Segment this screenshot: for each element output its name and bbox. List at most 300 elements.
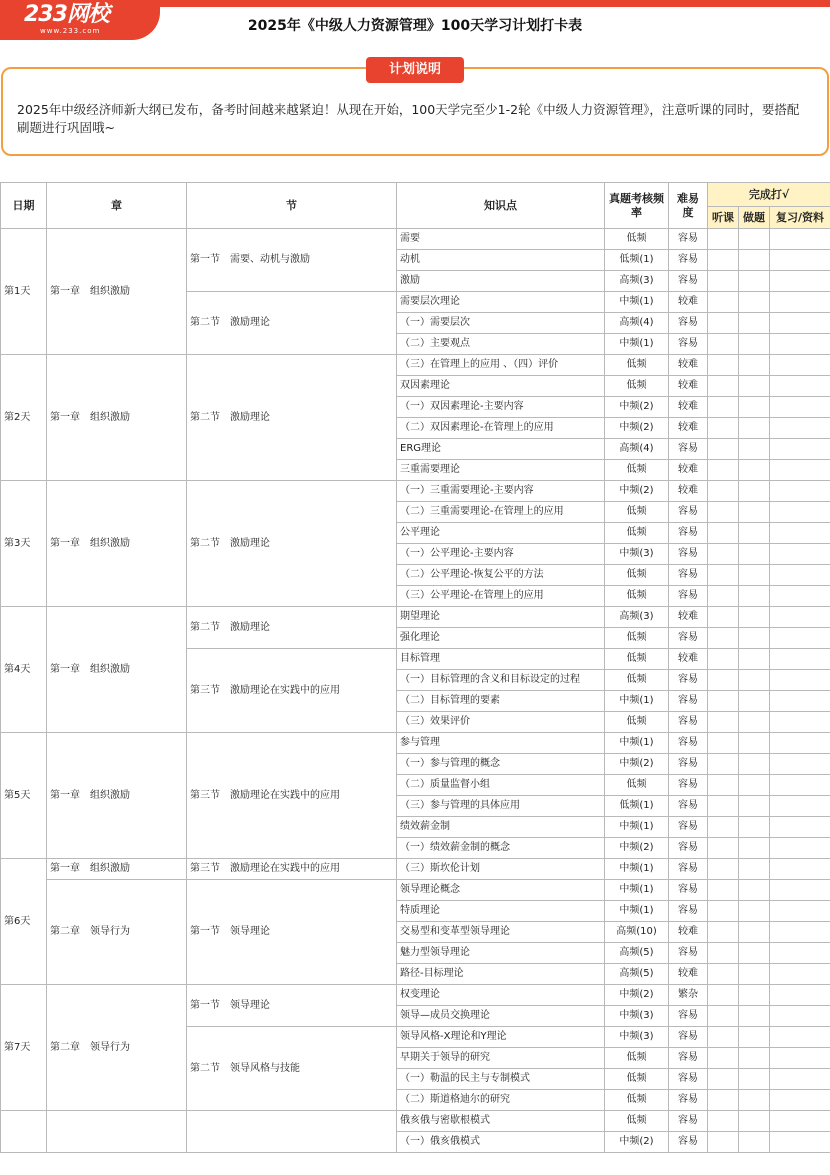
practice-checkbox[interactable]	[739, 439, 770, 460]
practice-checkbox[interactable]	[739, 1069, 770, 1090]
review-checkbox[interactable]	[770, 229, 830, 250]
document-title: 2025年《中级人力资源管理》100天学习计划打卡表	[247, 18, 583, 34]
section-cell: 第一节 领导理论	[187, 985, 397, 1027]
chapter-cell: 第一章 组织激励	[47, 355, 187, 481]
listen-checkbox[interactable]	[708, 985, 739, 1006]
frequency-cell: 低频	[605, 649, 669, 670]
difficulty-cell: 容易	[669, 544, 708, 565]
difficulty-cell: 容易	[669, 1006, 708, 1027]
knowledge-point-cell: （三）在管理上的应用 、（四）评价	[397, 355, 605, 376]
knowledge-point-cell: 魅力型领导理论	[397, 943, 605, 964]
knowledge-point-cell: （二）质量监督小组	[397, 775, 605, 796]
practice-checkbox[interactable]	[739, 1111, 770, 1132]
difficulty-cell: 较难	[669, 607, 708, 628]
header-section: 节	[187, 183, 397, 229]
listen-checkbox[interactable]	[708, 523, 739, 544]
chapter-cell	[47, 1111, 187, 1153]
listen-checkbox[interactable]	[708, 733, 739, 754]
frequency-cell: 中频(1)	[605, 817, 669, 838]
knowledge-point-cell: （二）三重需要理论-在管理上的应用	[397, 502, 605, 523]
listen-checkbox[interactable]	[708, 943, 739, 964]
frequency-cell: 高频(4)	[605, 313, 669, 334]
review-checkbox[interactable]	[770, 460, 830, 481]
practice-checkbox[interactable]	[739, 544, 770, 565]
frequency-cell: 低频	[605, 1048, 669, 1069]
difficulty-cell: 容易	[669, 628, 708, 649]
frequency-cell: 低频	[605, 586, 669, 607]
difficulty-cell: 较难	[669, 292, 708, 313]
section-cell	[187, 1111, 397, 1153]
knowledge-point-cell: （二）目标管理的要素	[397, 691, 605, 712]
practice-checkbox[interactable]	[739, 397, 770, 418]
review-checkbox[interactable]	[770, 1048, 830, 1069]
review-checkbox[interactable]	[770, 1132, 830, 1153]
practice-checkbox[interactable]	[739, 670, 770, 691]
header-date: 日期	[1, 183, 47, 229]
review-checkbox[interactable]	[770, 1069, 830, 1090]
difficulty-cell: 容易	[669, 586, 708, 607]
frequency-cell: 低频	[605, 670, 669, 691]
review-checkbox[interactable]	[770, 481, 830, 502]
review-checkbox[interactable]	[770, 1006, 830, 1027]
section-cell: 第二节 领导风格与技能	[187, 1027, 397, 1111]
frequency-cell: 低频	[605, 355, 669, 376]
frequency-cell: 中频(2)	[605, 838, 669, 859]
plan-description-text: 2025年中级经济师新大纲已发布，备考时间越来越紧迫！从现在开始，100天学完至少1-2轮《中级人力资源管理》，注意听课的同时，要搭配刷题进行巩固哦~	[17, 102, 800, 135]
listen-checkbox[interactable]	[708, 775, 739, 796]
listen-checkbox[interactable]	[708, 817, 739, 838]
listen-checkbox[interactable]	[708, 1090, 739, 1111]
knowledge-point-cell: （二）主要观点	[397, 334, 605, 355]
frequency-cell: 高频(5)	[605, 943, 669, 964]
difficulty-cell: 较难	[669, 922, 708, 943]
listen-checkbox[interactable]	[708, 1069, 739, 1090]
frequency-cell: 高频(3)	[605, 271, 669, 292]
review-checkbox[interactable]	[770, 796, 830, 817]
knowledge-point-cell: 领导理论概念	[397, 880, 605, 901]
listen-checkbox[interactable]	[708, 481, 739, 502]
frequency-cell: 低频	[605, 523, 669, 544]
frequency-cell: 低频	[605, 460, 669, 481]
practice-checkbox[interactable]	[739, 313, 770, 334]
frequency-cell: 中频(2)	[605, 1132, 669, 1153]
listen-checkbox[interactable]	[708, 964, 739, 985]
practice-checkbox[interactable]	[739, 859, 770, 880]
practice-checkbox[interactable]	[739, 775, 770, 796]
frequency-cell: 中频(3)	[605, 1027, 669, 1048]
difficulty-cell: 较难	[669, 397, 708, 418]
listen-checkbox[interactable]	[708, 313, 739, 334]
review-checkbox[interactable]	[770, 544, 830, 565]
difficulty-cell: 容易	[669, 271, 708, 292]
difficulty-cell: 较难	[669, 355, 708, 376]
frequency-cell: 中频(2)	[605, 397, 669, 418]
practice-checkbox[interactable]	[739, 964, 770, 985]
review-checkbox[interactable]	[770, 523, 830, 544]
difficulty-cell: 容易	[669, 1132, 708, 1153]
review-checkbox[interactable]	[770, 859, 830, 880]
practice-checkbox[interactable]	[739, 985, 770, 1006]
practice-checkbox[interactable]	[739, 733, 770, 754]
listen-checkbox[interactable]	[708, 901, 739, 922]
knowledge-point-cell: 需要	[397, 229, 605, 250]
listen-checkbox[interactable]	[708, 880, 739, 901]
listen-checkbox[interactable]	[708, 607, 739, 628]
practice-checkbox[interactable]	[739, 901, 770, 922]
knowledge-point-cell: 三重需要理论	[397, 460, 605, 481]
practice-checkbox[interactable]	[739, 880, 770, 901]
listen-checkbox[interactable]	[708, 460, 739, 481]
frequency-cell: 中频(1)	[605, 691, 669, 712]
practice-checkbox[interactable]	[739, 376, 770, 397]
listen-checkbox[interactable]	[708, 502, 739, 523]
listen-checkbox[interactable]	[708, 796, 739, 817]
knowledge-point-cell: （二）斯道格迪尔的研究	[397, 1090, 605, 1111]
difficulty-cell: 容易	[669, 565, 708, 586]
knowledge-point-cell: 俄亥俄与密歇根模式	[397, 1111, 605, 1132]
study-plan-table	[0, 182, 830, 1153]
difficulty-cell: 容易	[669, 313, 708, 334]
listen-checkbox[interactable]	[708, 922, 739, 943]
section-cell: 第三节 激励理论在实践中的应用	[187, 733, 397, 859]
header-listen: 听课	[708, 207, 739, 229]
chapter-cell: 第一章 组织激励	[47, 859, 187, 880]
frequency-cell: 中频(1)	[605, 880, 669, 901]
practice-checkbox[interactable]	[739, 250, 770, 271]
listen-checkbox[interactable]	[708, 628, 739, 649]
listen-checkbox[interactable]	[708, 1048, 739, 1069]
frequency-cell: 低频	[605, 229, 669, 250]
knowledge-point-cell: 绩效薪金制	[397, 817, 605, 838]
review-checkbox[interactable]	[770, 376, 830, 397]
listen-checkbox[interactable]	[708, 754, 739, 775]
knowledge-point-cell: （一）三重需要理论-主要内容	[397, 481, 605, 502]
knowledge-point-cell: 强化理论	[397, 628, 605, 649]
listen-checkbox[interactable]	[708, 565, 739, 586]
practice-checkbox[interactable]	[739, 691, 770, 712]
practice-checkbox[interactable]	[739, 1132, 770, 1153]
difficulty-cell: 容易	[669, 733, 708, 754]
practice-checkbox[interactable]	[739, 607, 770, 628]
knowledge-point-cell: 公平理论	[397, 523, 605, 544]
difficulty-cell: 繁杂	[669, 985, 708, 1006]
review-checkbox[interactable]	[770, 733, 830, 754]
listen-checkbox[interactable]	[708, 670, 739, 691]
knowledge-point-cell: 早期关于领导的研究	[397, 1048, 605, 1069]
review-checkbox[interactable]	[770, 418, 830, 439]
brand-logo	[0, 0, 160, 40]
review-checkbox[interactable]	[770, 754, 830, 775]
chapter-cell: 第二章 领导行为	[47, 985, 187, 1111]
listen-checkbox[interactable]	[708, 1132, 739, 1153]
knowledge-point-cell: 领导风格-X理论和Y理论	[397, 1027, 605, 1048]
table-row	[1, 607, 830, 628]
frequency-cell: 高频(3)	[605, 607, 669, 628]
review-checkbox[interactable]	[770, 880, 830, 901]
frequency-cell: 中频(3)	[605, 544, 669, 565]
chapter-cell: 第一章 组织激励	[47, 733, 187, 859]
knowledge-point-cell: 特质理论	[397, 901, 605, 922]
listen-checkbox[interactable]	[708, 271, 739, 292]
section-cell: 第二节 激励理论	[187, 292, 397, 355]
knowledge-point-cell: 交易型和变革型领导理论	[397, 922, 605, 943]
practice-checkbox[interactable]	[739, 817, 770, 838]
review-checkbox[interactable]	[770, 502, 830, 523]
chapter-cell: 第一章 组织激励	[47, 607, 187, 733]
practice-checkbox[interactable]	[739, 229, 770, 250]
knowledge-point-cell: 动机	[397, 250, 605, 271]
review-checkbox[interactable]	[770, 901, 830, 922]
knowledge-point-cell: （一）俄亥俄模式	[397, 1132, 605, 1153]
knowledge-point-cell: （一）需要层次	[397, 313, 605, 334]
review-checkbox[interactable]	[770, 817, 830, 838]
chapter-cell: 第二章 领导行为	[47, 880, 187, 985]
listen-checkbox[interactable]	[708, 859, 739, 880]
listen-checkbox[interactable]	[708, 229, 739, 250]
plan-description-badge: 计划说明	[366, 57, 464, 83]
section-cell: 第一节 需要、动机与激励	[187, 229, 397, 292]
study-plan-body	[1, 229, 830, 1153]
difficulty-cell: 容易	[669, 796, 708, 817]
knowledge-point-cell: （三）公平理论-在管理上的应用	[397, 586, 605, 607]
difficulty-cell: 容易	[669, 1027, 708, 1048]
day-cell: 第5天	[1, 733, 47, 859]
frequency-cell: 中频(2)	[605, 985, 669, 1006]
header-completion: 完成打√	[708, 183, 830, 207]
practice-checkbox[interactable]	[739, 838, 770, 859]
listen-checkbox[interactable]	[708, 250, 739, 271]
practice-checkbox[interactable]	[739, 502, 770, 523]
review-checkbox[interactable]	[770, 712, 830, 733]
frequency-cell: 中频(2)	[605, 754, 669, 775]
review-checkbox[interactable]	[770, 628, 830, 649]
knowledge-point-cell: （一）公平理论-主要内容	[397, 544, 605, 565]
listen-checkbox[interactable]	[708, 418, 739, 439]
header-frequency: 真题考核频率	[605, 183, 669, 229]
review-checkbox[interactable]	[770, 397, 830, 418]
difficulty-cell: 较难	[669, 481, 708, 502]
review-checkbox[interactable]	[770, 943, 830, 964]
table-row	[1, 1111, 830, 1132]
header-knowledge-point: 知识点	[397, 183, 605, 229]
day-cell: 第6天	[1, 859, 47, 985]
table-row	[1, 985, 830, 1006]
day-cell: 第1天	[1, 229, 47, 355]
difficulty-cell: 较难	[669, 460, 708, 481]
review-checkbox[interactable]	[770, 1111, 830, 1132]
section-cell: 第三节 激励理论在实践中的应用	[187, 649, 397, 733]
knowledge-point-cell: 目标管理	[397, 649, 605, 670]
practice-checkbox[interactable]	[739, 523, 770, 544]
section-cell: 第二节 激励理论	[187, 607, 397, 649]
difficulty-cell: 容易	[669, 1048, 708, 1069]
listen-checkbox[interactable]	[708, 1027, 739, 1048]
frequency-cell: 低频	[605, 502, 669, 523]
review-checkbox[interactable]	[770, 355, 830, 376]
frequency-cell: 低频	[605, 1069, 669, 1090]
review-checkbox[interactable]	[770, 670, 830, 691]
difficulty-cell: 容易	[669, 817, 708, 838]
difficulty-cell: 容易	[669, 901, 708, 922]
difficulty-cell: 容易	[669, 754, 708, 775]
difficulty-cell: 容易	[669, 229, 708, 250]
listen-checkbox[interactable]	[708, 838, 739, 859]
listen-checkbox[interactable]	[708, 397, 739, 418]
frequency-cell: 高频(4)	[605, 439, 669, 460]
listen-checkbox[interactable]	[708, 334, 739, 355]
listen-checkbox[interactable]	[708, 1111, 739, 1132]
difficulty-cell: 容易	[669, 880, 708, 901]
table-row	[1, 481, 830, 502]
frequency-cell: 中频(1)	[605, 859, 669, 880]
practice-checkbox[interactable]	[739, 1006, 770, 1027]
review-checkbox[interactable]	[770, 439, 830, 460]
review-checkbox[interactable]	[770, 649, 830, 670]
table-row	[1, 880, 830, 901]
review-checkbox[interactable]	[770, 838, 830, 859]
listen-checkbox[interactable]	[708, 1006, 739, 1027]
knowledge-point-cell: （二）公平理论-恢复公平的方法	[397, 565, 605, 586]
knowledge-point-cell: （一）绩效薪金制的概念	[397, 838, 605, 859]
review-checkbox[interactable]	[770, 586, 830, 607]
review-checkbox[interactable]	[770, 565, 830, 586]
difficulty-cell: 容易	[669, 943, 708, 964]
practice-checkbox[interactable]	[739, 628, 770, 649]
difficulty-cell: 较难	[669, 418, 708, 439]
review-checkbox[interactable]	[770, 922, 830, 943]
frequency-cell: 低频	[605, 712, 669, 733]
frequency-cell: 中频(1)	[605, 733, 669, 754]
listen-checkbox[interactable]	[708, 712, 739, 733]
knowledge-point-cell: 期望理论	[397, 607, 605, 628]
knowledge-point-cell: 领导—成员交换理论	[397, 1006, 605, 1027]
difficulty-cell: 容易	[669, 670, 708, 691]
practice-checkbox[interactable]	[739, 586, 770, 607]
frequency-cell: 中频(1)	[605, 334, 669, 355]
review-checkbox[interactable]	[770, 691, 830, 712]
difficulty-cell: 较难	[669, 376, 708, 397]
difficulty-cell: 容易	[669, 250, 708, 271]
practice-checkbox[interactable]	[739, 1027, 770, 1048]
section-cell: 第三节 激励理论在实践中的应用	[187, 859, 397, 880]
knowledge-point-cell: 路径-目标理论	[397, 964, 605, 985]
knowledge-point-cell: （一）勒温的民主与专制模式	[397, 1069, 605, 1090]
practice-checkbox[interactable]	[739, 355, 770, 376]
frequency-cell: 低频	[605, 1090, 669, 1111]
header-difficulty: 难易度	[669, 183, 708, 229]
review-checkbox[interactable]	[770, 271, 830, 292]
practice-checkbox[interactable]	[739, 943, 770, 964]
difficulty-cell: 容易	[669, 1111, 708, 1132]
practice-checkbox[interactable]	[739, 418, 770, 439]
review-checkbox[interactable]	[770, 334, 830, 355]
practice-checkbox[interactable]	[739, 271, 770, 292]
listen-checkbox[interactable]	[708, 355, 739, 376]
knowledge-point-cell: （三）效果评价	[397, 712, 605, 733]
review-checkbox[interactable]	[770, 1090, 830, 1111]
section-cell: 第一节 领导理论	[187, 880, 397, 985]
section-cell: 第二节 激励理论	[187, 355, 397, 481]
frequency-cell: 高频(10)	[605, 922, 669, 943]
day-cell: 第4天	[1, 607, 47, 733]
difficulty-cell: 容易	[669, 1069, 708, 1090]
practice-checkbox[interactable]	[739, 1090, 770, 1111]
knowledge-point-cell: ERG理论	[397, 439, 605, 460]
review-checkbox[interactable]	[770, 985, 830, 1006]
frequency-cell: 低频	[605, 1111, 669, 1132]
header-chapter: 章	[47, 183, 187, 229]
header-review: 复习/资料	[770, 207, 830, 229]
frequency-cell: 中频(1)	[605, 292, 669, 313]
difficulty-cell: 容易	[669, 859, 708, 880]
practice-checkbox[interactable]	[739, 334, 770, 355]
listen-checkbox[interactable]	[708, 586, 739, 607]
section-cell: 第二节 激励理论	[187, 481, 397, 607]
review-checkbox[interactable]	[770, 1027, 830, 1048]
practice-checkbox[interactable]	[739, 754, 770, 775]
practice-checkbox[interactable]	[739, 796, 770, 817]
day-cell	[1, 1111, 47, 1153]
frequency-cell: 高频(5)	[605, 964, 669, 985]
day-cell: 第7天	[1, 985, 47, 1111]
listen-checkbox[interactable]	[708, 292, 739, 313]
knowledge-point-cell: （三）参与管理的具体应用	[397, 796, 605, 817]
practice-checkbox[interactable]	[739, 922, 770, 943]
listen-checkbox[interactable]	[708, 649, 739, 670]
difficulty-cell: 容易	[669, 712, 708, 733]
review-checkbox[interactable]	[770, 964, 830, 985]
difficulty-cell: 容易	[669, 1090, 708, 1111]
listen-checkbox[interactable]	[708, 544, 739, 565]
knowledge-point-cell: （一）目标管理的含义和目标设定的过程	[397, 670, 605, 691]
practice-checkbox[interactable]	[739, 649, 770, 670]
practice-checkbox[interactable]	[739, 292, 770, 313]
table-row	[1, 355, 830, 376]
practice-checkbox[interactable]	[739, 565, 770, 586]
listen-checkbox[interactable]	[708, 691, 739, 712]
knowledge-point-cell: 激励	[397, 271, 605, 292]
frequency-cell: 低频	[605, 565, 669, 586]
day-cell: 第3天	[1, 481, 47, 607]
practice-checkbox[interactable]	[739, 460, 770, 481]
chapter-cell: 第一章 组织激励	[47, 481, 187, 607]
practice-checkbox[interactable]	[739, 481, 770, 502]
review-checkbox[interactable]	[770, 775, 830, 796]
review-checkbox[interactable]	[770, 313, 830, 334]
difficulty-cell: 容易	[669, 334, 708, 355]
difficulty-cell: 容易	[669, 439, 708, 460]
frequency-cell: 低频	[605, 376, 669, 397]
knowledge-point-cell: 双因素理论	[397, 376, 605, 397]
practice-checkbox[interactable]	[739, 712, 770, 733]
practice-checkbox[interactable]	[739, 1048, 770, 1069]
frequency-cell: 低频(1)	[605, 796, 669, 817]
table-row	[1, 733, 830, 754]
knowledge-point-cell: 需要层次理论	[397, 292, 605, 313]
frequency-cell: 中频(3)	[605, 1006, 669, 1027]
review-checkbox[interactable]	[770, 250, 830, 271]
frequency-cell: 低频	[605, 775, 669, 796]
difficulty-cell: 容易	[669, 691, 708, 712]
review-checkbox[interactable]	[770, 292, 830, 313]
listen-checkbox[interactable]	[708, 439, 739, 460]
listen-checkbox[interactable]	[708, 376, 739, 397]
review-checkbox[interactable]	[770, 607, 830, 628]
table-row	[1, 229, 830, 250]
difficulty-cell: 容易	[669, 838, 708, 859]
knowledge-point-cell: 参与管理	[397, 733, 605, 754]
difficulty-cell: 容易	[669, 502, 708, 523]
